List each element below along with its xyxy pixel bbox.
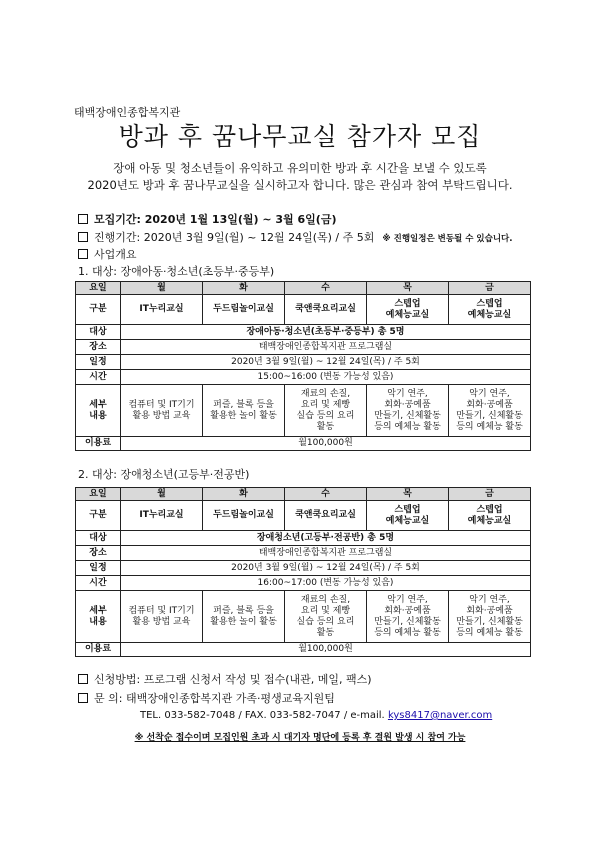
detail-cell: 악기 연주, 회화·공예품 만들기, 신체활동 등의 예체능 활동 [449,591,531,643]
row-label: 시간 [76,576,121,591]
row-label: 이용료 [76,437,121,451]
header-tue: 화 [203,488,285,501]
header-thu: 목 [367,488,449,501]
header-fri: 금 [449,282,531,295]
contact-text: TEL. 033-582-7048 / FAX. 033-582-7047 / e-mail. [140,710,385,721]
fee-cell: 월100,000원 [121,437,531,451]
checkbox-bullet-icon [78,693,88,703]
target-cell: 장애청소년(고등부·전공반) 총 5명 [121,531,531,546]
table-row [76,591,531,643]
run-period: 진행기간: 2020년 3월 9일(월) ~ 12월 24일(목) / 주 5회 ※ 진행일정은 변동될 수 있습니다. [78,229,512,245]
row-label: 구분 [76,295,121,325]
apply-method: 신청방법: 프로그램 신청서 작성 및 접수(내관, 메일, 팩스) [78,671,372,687]
table-row [76,546,531,561]
table-row [76,643,531,657]
header-wed: 수 [285,282,367,295]
inquiry: 문 의: 태백장애인종합복지관 가족·평생교육지원팀 [78,690,335,706]
row-label: 세부 내용 [76,385,121,437]
detail-cell: 악기 연주, 회화·공예품 만들기, 신체활동 등의 예체능 활동 [367,591,449,643]
detail-cell: 퍼즐, 블록 등을 활용한 놀이 활동 [203,591,285,643]
class-cell: 스텝업 예체능교실 [449,501,531,531]
detail-cell: 재료의 손질, 요리 및 제빵 실습 등의 요리 활동 [285,385,367,437]
table-row [76,340,531,355]
detail-cell: 악기 연주, 회화·공예품 만들기, 신체활동 등의 예체능 활동 [449,385,531,437]
detail-cell: 재료의 손질, 요리 및 제빵 실습 등의 요리 활동 [285,591,367,643]
overview-heading: 사업개요 [78,246,137,262]
header-day: 요일 [76,282,121,295]
row-label: 대상 [76,531,121,546]
header-thu: 목 [367,282,449,295]
schedule-cell: 2020년 3월 9일(월) ~ 12월 24일(목) / 주 5회 [121,355,531,370]
header-tue: 화 [203,282,285,295]
row-label: 이용료 [76,643,121,657]
class-cell: 스텝업 예체능교실 [367,501,449,531]
target-cell: 장애아동·청소년(초등부·중등부) 총 5명 [121,325,531,340]
table-row [76,501,531,531]
checkbox-bullet-icon [78,249,88,259]
table-row [76,295,531,325]
class-cell: 쿡앤쿡요리교실 [285,295,367,325]
class-cell: IT누리교실 [121,295,203,325]
table-row [76,355,531,370]
section-2-heading: 2. 대상: 장애청소년(고등부·전공반) [78,468,250,481]
row-label: 일정 [76,355,121,370]
class-cell: IT누리교실 [121,501,203,531]
schedule-cell: 2020년 3월 9일(월) ~ 12월 24일(목) / 주 5회 [121,561,531,576]
checkbox-bullet-icon [78,674,88,684]
footer-note: ※ 선착순 접수이며 모집인원 초과 시 대기자 명단에 등록 후 결원 발생 시 참여 가능 [134,733,466,743]
table-row [76,385,531,437]
fee-cell: 월100,000원 [121,643,531,657]
header-mon: 월 [121,282,203,295]
row-label: 구분 [76,501,121,531]
header-wed: 수 [285,488,367,501]
header-fri: 금 [449,488,531,501]
class-cell: 두드림놀이교실 [203,295,285,325]
time-cell: 16:00~17:00 (변동 가능성 있음) [121,576,531,591]
class-cell: 스텝업 예체능교실 [367,295,449,325]
table-row [76,437,531,451]
recruit-period: 모집기간: 2020년 1월 13일(월) ~ 3월 6일(금) [78,211,336,227]
detail-cell: 악기 연주, 회화·공예품 만들기, 신체활동 등의 예체능 활동 [367,385,449,437]
schedule-note: ※ 진행일정은 변동될 수 있습니다. [382,234,513,244]
place-cell: 태백장애인종합복지관 프로그램실 [121,340,531,355]
header-mon: 월 [121,488,203,501]
organization-name: 태백장애인종합복지관 [74,106,181,119]
table-row [76,531,531,546]
row-label: 일정 [76,561,121,576]
detail-cell: 컴퓨터 및 IT기기 활용 방법 교육 [121,591,203,643]
section-1-heading: 1. 대상: 장애아동·청소년(초등부·중등부) [78,265,275,278]
place-cell: 태백장애인종합복지관 프로그램실 [121,546,531,561]
class-cell: 스텝업 예체능교실 [449,295,531,325]
class-cell: 쿡앤쿡요리교실 [285,501,367,531]
intro-line-1: 장애 아동 및 청소년들이 유익하고 유의미한 방과 후 시간을 보낼 수 있도록 [113,161,487,175]
row-label: 장소 [76,340,121,355]
detail-cell: 퍼즐, 블록 등을 활용한 놀이 활동 [203,385,285,437]
table-row [76,325,531,340]
table-row [76,561,531,576]
table-header-row [76,282,531,295]
row-label: 장소 [76,546,121,561]
intro-line-2: 2020년도 방과 후 꿈나무교실을 실시하고자 합니다. 많은 관심과 참여 부탁드립니다. [87,178,513,192]
checkbox-bullet-icon [78,214,88,224]
detail-cell: 컴퓨터 및 IT기기 활용 방법 교육 [121,385,203,437]
program-table-1 [75,281,531,451]
time-cell: 15:00~16:00 (변동 가능성 있음) [121,370,531,385]
table-row [76,370,531,385]
row-label: 세부 내용 [76,591,121,643]
class-cell: 두드림놀이교실 [203,501,285,531]
table-row [76,576,531,591]
checkbox-bullet-icon [78,232,88,242]
row-label: 시간 [76,370,121,385]
table-header-row [76,488,531,501]
email-link[interactable]: kys8417@naver.com [387,710,493,721]
program-table-2 [75,487,531,657]
header-day: 요일 [76,488,121,501]
row-label: 대상 [76,325,121,340]
contact-line [140,710,492,721]
page-title: 방과 후 꿈나무교실 참가자 모집 [118,122,482,151]
